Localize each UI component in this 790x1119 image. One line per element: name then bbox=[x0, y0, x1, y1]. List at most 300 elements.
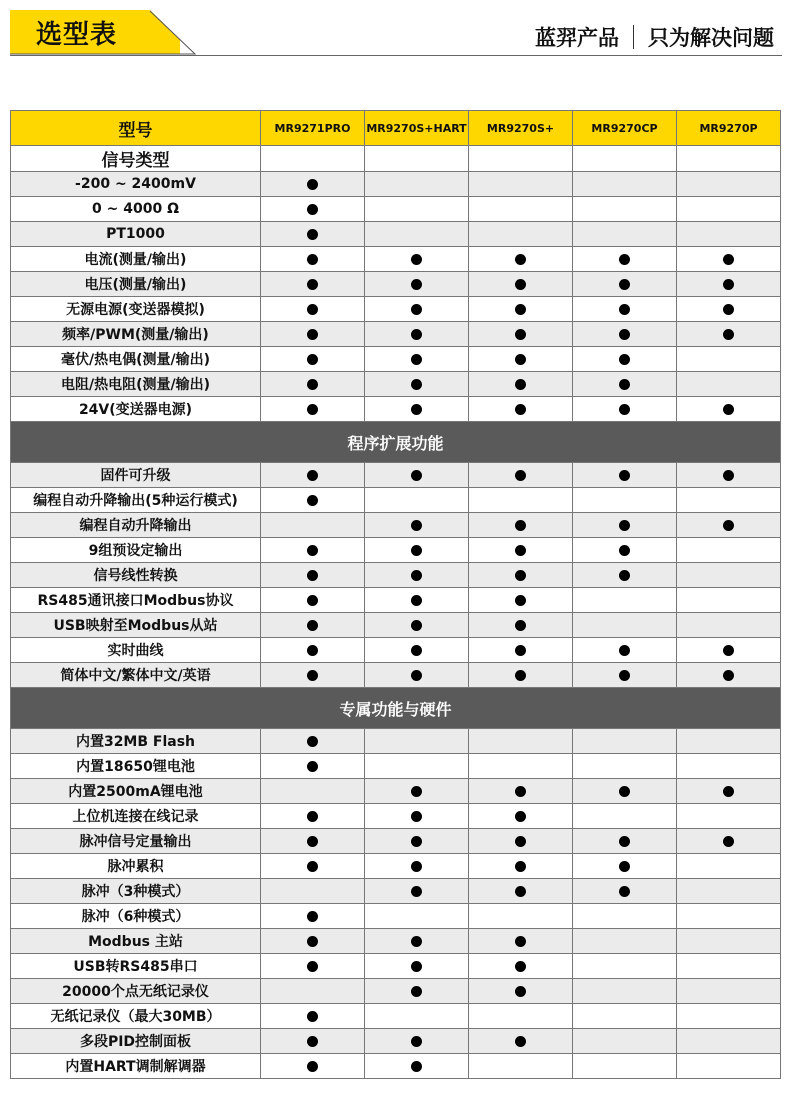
support-cell bbox=[677, 879, 781, 904]
supported-dot-icon bbox=[411, 254, 422, 265]
supported-dot-icon bbox=[619, 645, 630, 656]
table-row bbox=[11, 779, 781, 804]
supported-dot-icon bbox=[515, 279, 526, 290]
table-row bbox=[11, 729, 781, 754]
support-cell bbox=[365, 779, 469, 804]
support-cell bbox=[469, 779, 573, 804]
supported-dot-icon bbox=[411, 961, 422, 972]
supported-dot-icon bbox=[411, 404, 422, 415]
feature-label: 脉冲（6种模式） bbox=[11, 904, 261, 929]
supported-dot-icon bbox=[411, 279, 422, 290]
feature-label: 脉冲累积 bbox=[11, 854, 261, 879]
supported-dot-icon bbox=[619, 861, 630, 872]
table-row bbox=[11, 197, 781, 222]
supported-dot-icon bbox=[411, 886, 422, 897]
supported-dot-icon bbox=[723, 404, 734, 415]
support-cell bbox=[261, 1004, 365, 1029]
support-cell bbox=[677, 954, 781, 979]
support-cell bbox=[573, 222, 677, 247]
feature-label: 脉冲信号定量输出 bbox=[11, 829, 261, 854]
supported-dot-icon bbox=[723, 786, 734, 797]
table-row bbox=[11, 322, 781, 347]
support-cell bbox=[573, 879, 677, 904]
supported-dot-icon bbox=[515, 470, 526, 481]
table-row bbox=[11, 613, 781, 638]
table-row bbox=[11, 929, 781, 954]
support-cell bbox=[677, 272, 781, 297]
support-cell bbox=[677, 513, 781, 538]
supported-dot-icon bbox=[307, 836, 318, 847]
support-cell bbox=[573, 197, 677, 222]
support-cell bbox=[677, 322, 781, 347]
table-row bbox=[11, 829, 781, 854]
table-row bbox=[11, 463, 781, 488]
table-row bbox=[11, 904, 781, 929]
support-cell bbox=[573, 779, 677, 804]
support-cell bbox=[469, 146, 573, 172]
supported-dot-icon bbox=[411, 570, 422, 581]
support-cell bbox=[469, 904, 573, 929]
support-cell bbox=[365, 538, 469, 563]
supported-dot-icon bbox=[515, 620, 526, 631]
support-cell bbox=[469, 1004, 573, 1029]
support-cell bbox=[677, 1004, 781, 1029]
supported-dot-icon bbox=[307, 570, 318, 581]
support-cell bbox=[573, 538, 677, 563]
supported-dot-icon bbox=[723, 670, 734, 681]
support-cell bbox=[365, 613, 469, 638]
support-cell bbox=[365, 463, 469, 488]
table-row bbox=[11, 372, 781, 397]
support-cell bbox=[677, 538, 781, 563]
support-cell bbox=[365, 197, 469, 222]
support-cell bbox=[365, 297, 469, 322]
supported-dot-icon bbox=[515, 836, 526, 847]
supported-dot-icon bbox=[619, 404, 630, 415]
supported-dot-icon bbox=[515, 570, 526, 581]
model-selection-table bbox=[10, 110, 781, 1079]
supported-dot-icon bbox=[723, 470, 734, 481]
support-cell bbox=[469, 297, 573, 322]
support-cell bbox=[469, 538, 573, 563]
feature-label: 电压(测量/输出) bbox=[11, 272, 261, 297]
table-row bbox=[11, 954, 781, 979]
support-cell bbox=[261, 613, 365, 638]
support-cell bbox=[365, 513, 469, 538]
support-cell bbox=[469, 247, 573, 272]
support-cell bbox=[365, 322, 469, 347]
table-row bbox=[11, 222, 781, 247]
supported-dot-icon bbox=[515, 304, 526, 315]
support-cell bbox=[365, 663, 469, 688]
table-row bbox=[11, 854, 781, 879]
group-label: 信号类型 bbox=[11, 146, 261, 172]
supported-dot-icon bbox=[307, 595, 318, 606]
support-cell bbox=[573, 247, 677, 272]
feature-label: 简体中文/繁体中文/英语 bbox=[11, 663, 261, 688]
support-cell bbox=[261, 322, 365, 347]
support-cell bbox=[261, 1029, 365, 1054]
model-header-mr9271pro: MR9271PRO bbox=[261, 111, 365, 146]
support-cell bbox=[677, 563, 781, 588]
support-cell bbox=[365, 904, 469, 929]
support-cell bbox=[677, 779, 781, 804]
supported-dot-icon bbox=[307, 911, 318, 922]
support-cell bbox=[365, 954, 469, 979]
supported-dot-icon bbox=[411, 545, 422, 556]
support-cell bbox=[573, 929, 677, 954]
support-cell bbox=[677, 146, 781, 172]
support-cell bbox=[469, 954, 573, 979]
support-cell bbox=[677, 613, 781, 638]
support-cell bbox=[365, 829, 469, 854]
supported-dot-icon bbox=[307, 936, 318, 947]
support-cell bbox=[677, 488, 781, 513]
support-cell bbox=[677, 663, 781, 688]
table-row bbox=[11, 1054, 781, 1079]
supported-dot-icon bbox=[723, 520, 734, 531]
section-title: 程序扩展功能 bbox=[11, 422, 781, 463]
support-cell bbox=[573, 638, 677, 663]
support-cell bbox=[365, 222, 469, 247]
supported-dot-icon bbox=[411, 786, 422, 797]
feature-label: 频率/PWM(测量/输出) bbox=[11, 322, 261, 347]
support-cell bbox=[365, 638, 469, 663]
supported-dot-icon bbox=[411, 379, 422, 390]
model-column-header: 型号 bbox=[11, 111, 261, 146]
support-cell bbox=[365, 854, 469, 879]
support-cell bbox=[261, 754, 365, 779]
support-cell bbox=[469, 613, 573, 638]
table-row bbox=[11, 754, 781, 779]
support-cell bbox=[261, 588, 365, 613]
supported-dot-icon bbox=[307, 354, 318, 365]
support-cell bbox=[677, 929, 781, 954]
support-cell bbox=[469, 979, 573, 1004]
support-cell bbox=[261, 979, 365, 1004]
supported-dot-icon bbox=[515, 254, 526, 265]
table-row bbox=[11, 538, 781, 563]
supported-dot-icon bbox=[411, 861, 422, 872]
supported-dot-icon bbox=[619, 786, 630, 797]
supported-dot-icon bbox=[515, 595, 526, 606]
feature-label: 上位机连接在线记录 bbox=[11, 804, 261, 829]
support-cell bbox=[365, 347, 469, 372]
support-cell bbox=[261, 1054, 365, 1079]
feature-label: 编程自动升降输出(5种运行模式) bbox=[11, 488, 261, 513]
supported-dot-icon bbox=[619, 279, 630, 290]
support-cell bbox=[573, 954, 677, 979]
support-cell bbox=[469, 638, 573, 663]
supported-dot-icon bbox=[307, 1036, 318, 1047]
support-cell bbox=[573, 804, 677, 829]
feature-label: 信号线性转换 bbox=[11, 563, 261, 588]
support-cell bbox=[573, 729, 677, 754]
support-cell bbox=[365, 1004, 469, 1029]
supported-dot-icon bbox=[619, 520, 630, 531]
supported-dot-icon bbox=[307, 229, 318, 240]
support-cell bbox=[677, 297, 781, 322]
feature-label: 9组预设定输出 bbox=[11, 538, 261, 563]
feature-label: 0 ~ 4000 Ω bbox=[11, 197, 261, 222]
supported-dot-icon bbox=[411, 329, 422, 340]
table-row bbox=[11, 172, 781, 197]
supported-dot-icon bbox=[307, 736, 318, 747]
support-cell bbox=[469, 754, 573, 779]
supported-dot-icon bbox=[723, 329, 734, 340]
feature-label: 无纸记录仪（最大30MB） bbox=[11, 1004, 261, 1029]
brand-slogan bbox=[535, 22, 774, 52]
supported-dot-icon bbox=[515, 354, 526, 365]
support-cell bbox=[261, 854, 365, 879]
support-cell bbox=[677, 754, 781, 779]
supported-dot-icon bbox=[515, 404, 526, 415]
support-cell bbox=[573, 172, 677, 197]
support-cell bbox=[573, 1029, 677, 1054]
support-cell bbox=[365, 397, 469, 422]
support-cell bbox=[261, 372, 365, 397]
supported-dot-icon bbox=[411, 836, 422, 847]
brand-name: 蓝羿产品 bbox=[535, 26, 619, 50]
section-header-row bbox=[11, 688, 781, 729]
table-row bbox=[11, 247, 781, 272]
supported-dot-icon bbox=[411, 670, 422, 681]
support-cell bbox=[261, 663, 365, 688]
supported-dot-icon bbox=[515, 986, 526, 997]
page-title: 选型表 bbox=[36, 20, 118, 50]
supported-dot-icon bbox=[411, 936, 422, 947]
feature-label: PT1000 bbox=[11, 222, 261, 247]
feature-label: 脉冲（3种模式） bbox=[11, 879, 261, 904]
support-cell bbox=[365, 804, 469, 829]
support-cell bbox=[573, 829, 677, 854]
support-cell bbox=[573, 347, 677, 372]
supported-dot-icon bbox=[411, 811, 422, 822]
feature-label: Modbus 主站 bbox=[11, 929, 261, 954]
support-cell bbox=[261, 954, 365, 979]
support-cell bbox=[573, 372, 677, 397]
support-cell bbox=[677, 397, 781, 422]
support-cell bbox=[677, 347, 781, 372]
feature-label: 内置HART调制解调器 bbox=[11, 1054, 261, 1079]
support-cell bbox=[469, 513, 573, 538]
model-header-mr9270s-hart: MR9270S+HART bbox=[365, 111, 469, 146]
support-cell bbox=[573, 754, 677, 779]
supported-dot-icon bbox=[411, 986, 422, 997]
support-cell bbox=[261, 563, 365, 588]
support-cell bbox=[261, 146, 365, 172]
table-header-row bbox=[11, 111, 781, 146]
supported-dot-icon bbox=[307, 495, 318, 506]
support-cell bbox=[469, 463, 573, 488]
supported-dot-icon bbox=[307, 811, 318, 822]
supported-dot-icon bbox=[723, 645, 734, 656]
support-cell bbox=[469, 1054, 573, 1079]
support-cell bbox=[469, 222, 573, 247]
table-row bbox=[11, 979, 781, 1004]
feature-label: -200 ~ 2400mV bbox=[11, 172, 261, 197]
support-cell bbox=[261, 513, 365, 538]
feature-label: 24V(变送器电源) bbox=[11, 397, 261, 422]
supported-dot-icon bbox=[723, 304, 734, 315]
support-cell bbox=[677, 372, 781, 397]
support-cell bbox=[261, 297, 365, 322]
supported-dot-icon bbox=[411, 354, 422, 365]
support-cell bbox=[573, 588, 677, 613]
table-row bbox=[11, 272, 781, 297]
table-row bbox=[11, 588, 781, 613]
support-cell bbox=[365, 588, 469, 613]
section-header-row bbox=[11, 422, 781, 463]
support-cell bbox=[573, 663, 677, 688]
support-cell bbox=[573, 563, 677, 588]
support-cell bbox=[469, 347, 573, 372]
support-cell bbox=[365, 1054, 469, 1079]
table-row bbox=[11, 638, 781, 663]
table-row bbox=[11, 297, 781, 322]
table-row bbox=[11, 804, 781, 829]
feature-label: 20000个点无纸记录仪 bbox=[11, 979, 261, 1004]
support-cell bbox=[573, 1054, 677, 1079]
table-row bbox=[11, 1029, 781, 1054]
supported-dot-icon bbox=[619, 886, 630, 897]
supported-dot-icon bbox=[307, 254, 318, 265]
support-cell bbox=[261, 488, 365, 513]
support-cell bbox=[469, 1029, 573, 1054]
support-cell bbox=[261, 538, 365, 563]
supported-dot-icon bbox=[307, 404, 318, 415]
feature-label: 实时曲线 bbox=[11, 638, 261, 663]
support-cell bbox=[677, 247, 781, 272]
supported-dot-icon bbox=[515, 1036, 526, 1047]
support-cell bbox=[677, 463, 781, 488]
supported-dot-icon bbox=[411, 620, 422, 631]
supported-dot-icon bbox=[619, 470, 630, 481]
supported-dot-icon bbox=[307, 961, 318, 972]
support-cell bbox=[469, 488, 573, 513]
supported-dot-icon bbox=[307, 620, 318, 631]
support-cell bbox=[261, 929, 365, 954]
support-cell bbox=[261, 804, 365, 829]
support-cell bbox=[677, 979, 781, 1004]
feature-label: 内置18650锂电池 bbox=[11, 754, 261, 779]
supported-dot-icon bbox=[307, 379, 318, 390]
supported-dot-icon bbox=[515, 886, 526, 897]
support-cell bbox=[261, 904, 365, 929]
support-cell bbox=[573, 1004, 677, 1029]
support-cell bbox=[677, 1054, 781, 1079]
support-cell bbox=[261, 463, 365, 488]
supported-dot-icon bbox=[723, 279, 734, 290]
support-cell bbox=[365, 1029, 469, 1054]
feature-label: 毫伏/热电偶(测量/输出) bbox=[11, 347, 261, 372]
support-cell bbox=[365, 929, 469, 954]
support-cell bbox=[365, 172, 469, 197]
model-header-mr9270s-plus: MR9270S+ bbox=[469, 111, 573, 146]
table-row bbox=[11, 513, 781, 538]
table-row bbox=[11, 488, 781, 513]
support-cell bbox=[677, 172, 781, 197]
supported-dot-icon bbox=[515, 861, 526, 872]
table-row bbox=[11, 663, 781, 688]
support-cell bbox=[469, 372, 573, 397]
support-cell bbox=[365, 488, 469, 513]
support-cell bbox=[677, 829, 781, 854]
table-row bbox=[11, 347, 781, 372]
feature-label: 无源电源(变送器模拟) bbox=[11, 297, 261, 322]
support-cell bbox=[261, 879, 365, 904]
feature-label: RS485通讯接口Modbus协议 bbox=[11, 588, 261, 613]
support-cell bbox=[365, 146, 469, 172]
supported-dot-icon bbox=[307, 470, 318, 481]
support-cell bbox=[261, 397, 365, 422]
support-cell bbox=[469, 197, 573, 222]
supported-dot-icon bbox=[515, 786, 526, 797]
supported-dot-icon bbox=[307, 204, 318, 215]
supported-dot-icon bbox=[723, 836, 734, 847]
support-cell bbox=[365, 247, 469, 272]
table-body bbox=[11, 146, 781, 1079]
table-row bbox=[11, 397, 781, 422]
supported-dot-icon bbox=[619, 570, 630, 581]
support-cell bbox=[365, 979, 469, 1004]
supported-dot-icon bbox=[307, 179, 318, 190]
support-cell bbox=[469, 829, 573, 854]
support-cell bbox=[365, 272, 469, 297]
supported-dot-icon bbox=[515, 329, 526, 340]
feature-label: 电流(测量/输出) bbox=[11, 247, 261, 272]
support-cell bbox=[573, 979, 677, 1004]
support-cell bbox=[573, 854, 677, 879]
slogan-separator bbox=[633, 25, 634, 49]
supported-dot-icon bbox=[411, 645, 422, 656]
support-cell bbox=[469, 729, 573, 754]
supported-dot-icon bbox=[307, 670, 318, 681]
table-row bbox=[11, 563, 781, 588]
feature-label: 编程自动升降输出 bbox=[11, 513, 261, 538]
feature-label: USB映射至Modbus从站 bbox=[11, 613, 261, 638]
support-cell bbox=[677, 638, 781, 663]
support-cell bbox=[573, 613, 677, 638]
feature-label: 多段PID控制面板 bbox=[11, 1029, 261, 1054]
support-cell bbox=[469, 563, 573, 588]
supported-dot-icon bbox=[619, 545, 630, 556]
support-cell bbox=[677, 804, 781, 829]
supported-dot-icon bbox=[515, 379, 526, 390]
supported-dot-icon bbox=[411, 470, 422, 481]
supported-dot-icon bbox=[307, 1011, 318, 1022]
support-cell bbox=[573, 463, 677, 488]
support-cell bbox=[469, 397, 573, 422]
supported-dot-icon bbox=[515, 811, 526, 822]
supported-dot-icon bbox=[411, 595, 422, 606]
supported-dot-icon bbox=[515, 545, 526, 556]
supported-dot-icon bbox=[307, 279, 318, 290]
supported-dot-icon bbox=[307, 545, 318, 556]
page-header bbox=[0, 0, 790, 60]
model-header-mr9270cp: MR9270CP bbox=[573, 111, 677, 146]
table-row bbox=[11, 879, 781, 904]
support-cell bbox=[677, 729, 781, 754]
support-cell bbox=[573, 904, 677, 929]
supported-dot-icon bbox=[411, 1036, 422, 1047]
support-cell bbox=[261, 247, 365, 272]
support-cell bbox=[573, 146, 677, 172]
supported-dot-icon bbox=[411, 304, 422, 315]
supported-dot-icon bbox=[307, 329, 318, 340]
supported-dot-icon bbox=[619, 304, 630, 315]
supported-dot-icon bbox=[619, 354, 630, 365]
